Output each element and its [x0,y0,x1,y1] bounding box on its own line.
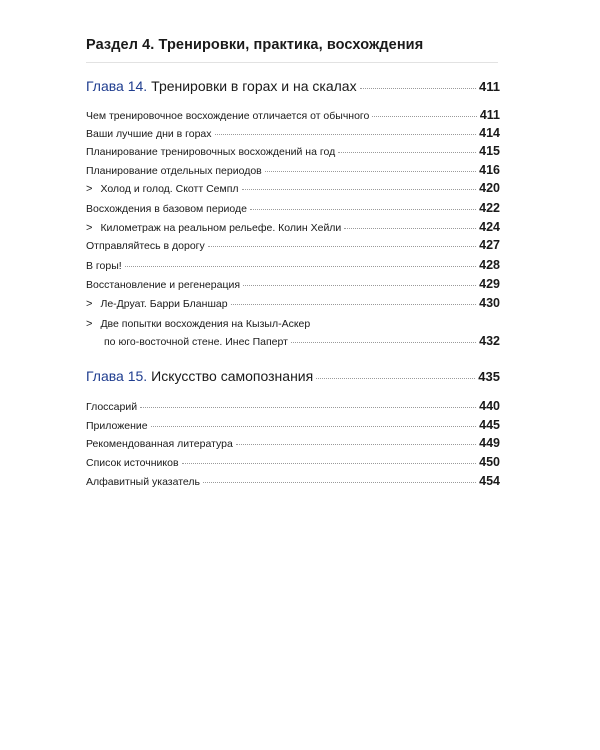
toc-entry[interactable] [86,258,500,272]
toc-entry-text: Список источников [86,457,179,469]
toc-entry-page: 422 [479,201,500,215]
toc-entry-backmatter[interactable] [86,418,500,432]
chapter-15-page: 435 [478,369,500,384]
dot-leader [242,189,477,190]
dot-leader [360,88,476,89]
toc-entry-backmatter[interactable] [86,436,500,450]
dot-leader [243,285,476,286]
toc-entry-page: 454 [479,474,500,488]
toc-entry-text: Планирование тренировочных восхождений на год [86,146,336,158]
toc-entry-text: по юго-восточной стене. Инес Паперт [104,336,288,348]
chapter-14-label [86,78,357,94]
dot-leader [372,116,476,117]
dot-leader [291,342,476,343]
toc-entry-sidebar-line1[interactable] [86,318,500,330]
toc-entry-text: Планирование отдельных периодов [86,165,262,177]
chapter-15-label [86,368,313,384]
dot-leader [344,228,476,229]
toc-entry-backmatter[interactable] [86,474,500,488]
toc-entry-text: Ле-Друат. Барри Бланшар [100,298,228,310]
dot-leader [338,152,476,153]
toc-entry-page: 432 [479,334,500,348]
toc-entry-page: 445 [479,418,500,432]
dot-leader [151,426,477,427]
toc-entry-page: 415 [479,144,500,158]
toc-entry-text: В горы! [86,260,122,272]
chapter-14-page: 411 [479,79,500,94]
toc-entry-sidebar[interactable] [86,220,500,234]
chevron-right-icon: > [86,183,93,195]
toc-entry-text: Восстановление и регенерация [86,279,241,291]
dot-leader [265,171,476,172]
toc-entry-text: Алфавитный указатель [86,476,200,488]
toc-entry-sidebar[interactable] [86,296,500,310]
toc-entry-text: Холод и голод. Скотт Семпл [100,183,239,195]
chevron-right-icon: > [86,222,93,234]
toc-entry[interactable] [86,108,500,122]
dot-leader [231,304,477,305]
toc-entry-page: 411 [479,108,500,122]
toc-entry-page: 416 [479,163,500,177]
chapter-14-heading[interactable] [86,78,500,94]
toc-entry-page: 414 [479,126,500,140]
dot-leader [140,407,476,408]
chapter-14-number: Глава 14. [86,78,148,94]
toc-entry-text: Глоссарий [86,401,138,413]
toc-entry-text: Чем тренировочное восхождение отличается от обычного [86,110,370,122]
toc-entry-backmatter[interactable] [86,399,500,413]
dot-leader [203,482,476,483]
toc-entry-text: Отправляйтесь в дорогу [86,240,205,252]
chapter-15-heading[interactable] [86,368,500,384]
chevron-right-icon: > [86,318,93,330]
toc-entry-text: Рекомендованная литература [86,438,233,450]
toc-entry-backmatter[interactable] [86,455,500,469]
toc-entry-text: Приложение [86,420,148,432]
toc-entry-page: 428 [479,258,500,272]
toc-entry-page: 420 [479,181,500,195]
toc-entry-page: 424 [479,220,500,234]
dot-leader [125,266,476,267]
toc-entry[interactable] [86,163,500,177]
toc-entry-text: Восхождения в базовом периоде [86,203,247,215]
chapter-15-title: Искусство самопознания [151,368,314,384]
chapter-14-title: Тренировки в горах и на скалах [151,78,357,94]
toc-entry-text: Километраж на реальном рельефе. Колин Хейли [100,222,342,234]
dot-leader [236,444,476,445]
toc-entry[interactable] [86,277,500,291]
toc-entry[interactable] [86,238,500,252]
chevron-right-icon: > [86,298,93,310]
toc-entry-page: 450 [479,455,500,469]
toc-entry-text: Две попытки восхождения на Кызыл-Аскер [100,318,311,330]
toc-entry-page: 430 [479,296,500,310]
toc-entry-text: Ваши лучшие дни в горах [86,128,212,140]
dot-leader [250,209,476,210]
toc-entry-sidebar[interactable] [86,181,500,195]
dot-leader [182,463,477,464]
toc-entry-sidebar-line2[interactable] [104,334,500,348]
dot-leader [316,378,475,379]
toc-entry[interactable] [86,201,500,215]
section-divider [86,62,498,63]
dot-leader [208,246,476,247]
dot-leader [215,134,477,135]
toc-entry-page: 449 [479,436,500,450]
toc-entry-page: 427 [479,238,500,252]
toc-entry[interactable] [86,126,500,140]
toc-entry[interactable] [86,144,500,158]
chapter-15-number: Глава 15. [86,368,148,384]
section-title: Раздел 4. Тренировки, практика, восхождения [86,37,424,53]
toc-entry-page: 429 [479,277,500,291]
toc-entry-page: 440 [479,399,500,413]
